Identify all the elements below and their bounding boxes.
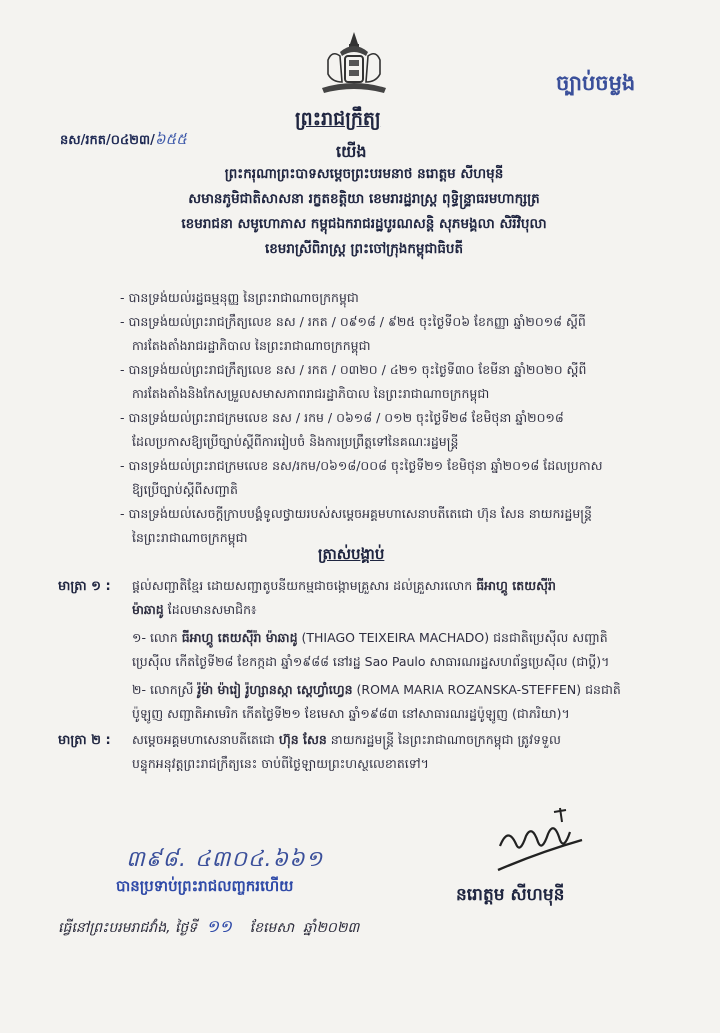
prime-minister-name: ហ៊ុន សែន — [278, 732, 327, 747]
king-title-line: ខេមរាស្រីពិរាស្ត្រ ព្រះចៅក្រុងកម្ពុជាធិបតី — [264, 241, 464, 257]
family-name: ធីអាហ្គូ តេយស៊ីរ៉ា — [476, 578, 556, 593]
preamble-line: - បានទ្រង់យល់ព្រះរាជក្រមលេខ នស/រកម/០៦១៨/០០៨ ចុះថ្ងៃទី២១ ខែមិថុនា ឆ្នាំ២០១៨ ដែលប្រកាស — [120, 458, 603, 473]
handwritten-reference: ៣៩៨. ៤៣០៤.៦៦១ — [126, 847, 324, 872]
member-2-prefix: ២- លោកស្រី — [132, 682, 194, 697]
member-1-name: ធីអាហ្គូ តេយស៊ីរ៉ា ម៉ាឆាដូ — [181, 630, 298, 645]
article-1-line — [132, 602, 257, 621]
preamble-line: ការតែងតាំងរាជរដ្ឋាភិបាល នៃព្រះរាជាណាចក្រកម្ពុជា — [132, 338, 371, 353]
family-name: ម៉ាឆាដូ — [132, 602, 164, 617]
day-handwritten: ១១ — [206, 917, 232, 937]
king-title-line: សមានភូមិជាតិសាសនា រក្ខតខត្តិយា ខេមរារដ្ឋរាស្ត្រ ពុទ្ធិន្ទ្រាធរមហាក្សត្រ — [188, 191, 540, 207]
member-2-line2: ប៉ូឡូញ សញ្ជាតិអាមេរិក កើតថ្ងៃទី២១ ខែមេសា ឆ្នាំ១៩៨៣ នៅសាធារណរដ្ឋប៉ូឡូញ (ជាភរិយា)។ — [132, 706, 570, 721]
member-1-prefix: ១- លោក — [132, 630, 178, 645]
preamble-line: ការតែងតាំងនិងកែសម្រួលសមាសភាពរាជរដ្ឋាភិបាល នៃព្រះរាជាណាចក្រកម្ពុជា — [132, 386, 490, 401]
article-1-line — [132, 578, 556, 597]
preamble-line: ឱ្យប្រើច្បាប់ស្តីពីសញ្ជាតិ — [132, 482, 238, 497]
copy-stamp: ច្បាប់ចម្លង — [556, 71, 636, 95]
member-2-line — [132, 682, 621, 701]
preamble-line: នៃព្រះរាជាណាចក្រកម្ពុជា — [132, 530, 248, 545]
year-label: ឆ្នាំ២០២៣ — [303, 920, 360, 936]
royal-seal-stamp: បានប្រទាប់ព្រះរាជលញ្ចករហើយ — [116, 877, 294, 895]
preamble-line: - បានទ្រង់យល់ព្រះរាជក្រឹត្យលេខ នស / រកត / ០៩១៨ / ៩២៥ ចុះថ្ងៃទី០៦ ខែកញ្ញា ឆ្នាំ២០១៨ ស្តីពី — [120, 314, 586, 329]
preamble-line: - បានទ្រង់យល់ព្រះរាជក្រឹត្យលេខ នស / រកត / ០៣២០ / ៤២១ ចុះថ្ងៃទី៣០ ខែមីនា ឆ្នាំ២០២០ ស្តីពី — [120, 362, 587, 377]
signer-name: នរោត្តម សីហមុនី — [456, 885, 565, 905]
king-title-line: ព្រះករុណាព្រះបាទសម្តេចព្រះបរមនាថ នរោត្តម សីហមុនី — [224, 166, 504, 182]
section-title: ត្រាស់បង្គាប់ — [318, 545, 385, 563]
member-2-name: រ៉ូម៉ា ម៉ារៀ រ៉ូហ្សានស្កា ស្តេហ្វាំហ្វេន — [197, 682, 353, 697]
article-1-text: ផ្តល់សញ្ជាតិខ្មែរ ដោយសញ្ជាតូបនីយកម្មជាចង្កោមគ្រួសារ ដល់គ្រួសារលោក — [132, 578, 473, 593]
place-prefix: ធ្វើនៅព្រះបរមរាជវាំង, ថ្ងៃទី — [58, 920, 198, 936]
member-2-detail: (ROMA MARIA ROZANSKA-STEFFEN) ជនជាតិ — [356, 682, 621, 697]
article-1-label: មាត្រា ១ : — [58, 579, 111, 594]
preamble-line: ដែលប្រកាសឱ្យប្រើច្បាប់ស្តីពីការរៀបចំ និងការប្រព្រឹត្តទៅនៃគណៈរដ្ឋមន្ត្រី — [132, 434, 459, 449]
article-2-text: សម្តេចអគ្គមហាសេនាបតីតេជោ — [132, 732, 275, 747]
royal-signature-icon — [494, 806, 586, 880]
article-2-label: មាត្រា ២ : — [58, 733, 111, 748]
preamble-line: - បានទ្រង់យល់សេចក្តីក្រាបបង្គំទូលថ្វាយរបស់សម្តេចអគ្គមហាសេនាបតីតេជោ ហ៊ុន សែន នាយករដ្ឋមន្ត្រី — [120, 506, 592, 521]
article-2-line — [132, 732, 561, 751]
reference-prefix: នស/រកត/០៤២៣/ — [60, 133, 155, 148]
reference-handwritten: ៦៥៥ — [154, 130, 187, 148]
member-1-line2: ប្រេស៊ីល កើតថ្ងៃទី២៨ ខែកក្កដា ឆ្នាំ១៩៨៨ នៅរដ្ឋ Sao Paulo សាធារណរដ្ឋសហព័ន្ធប្រេស៊ីល (ជាប្តី)។ — [132, 654, 610, 669]
royal-coat-of-arms-icon — [318, 30, 390, 96]
article-1-text: ដែលមានសមាជិក៖ — [167, 602, 257, 617]
article-2-line2: បន្ទុកអនុវត្តព្រះរាជក្រឹត្យនេះ ចាប់ពីថ្ងៃឡាយព្រះហស្ថលេខាតទៅ។ — [132, 756, 429, 771]
month-label: ខែមេសា — [249, 920, 295, 936]
member-1-detail: (THIAGO TEIXEIRA MACHADO) ជនជាតិប្រេស៊ីល សញ្ជាតិ — [301, 630, 608, 645]
preamble-line: - បានទ្រង់យល់ព្រះរាជក្រមលេខ នស / រកម / ០៦១៨ / ០១២ ចុះថ្ងៃទី២៨ ខែមិថុនា ឆ្នាំ២០១៨ — [120, 410, 564, 425]
member-1-line — [132, 630, 608, 649]
preamble-line: - បានទ្រង់យល់រដ្ឋធម្មនុញ្ញ នៃព្រះរាជាណាចក្រកម្ពុជា — [120, 290, 359, 305]
decree-title: ព្រះរាជក្រឹត្យ — [295, 108, 381, 130]
we-heading: យើង — [336, 142, 367, 161]
place-and-date — [58, 916, 359, 941]
king-title-line: ខេមរាជនា សមូហោភាស កម្ពុជឯករាជរដ្ឋបូរណសន្តិ សុភមង្គលា សិរីវិបុលា — [181, 216, 547, 232]
reference-number — [60, 130, 187, 152]
article-2-text: នាយករដ្ឋមន្ត្រី នៃព្រះរាជាណាចក្រកម្ពុជា ត្រូវទទួល — [330, 732, 561, 747]
